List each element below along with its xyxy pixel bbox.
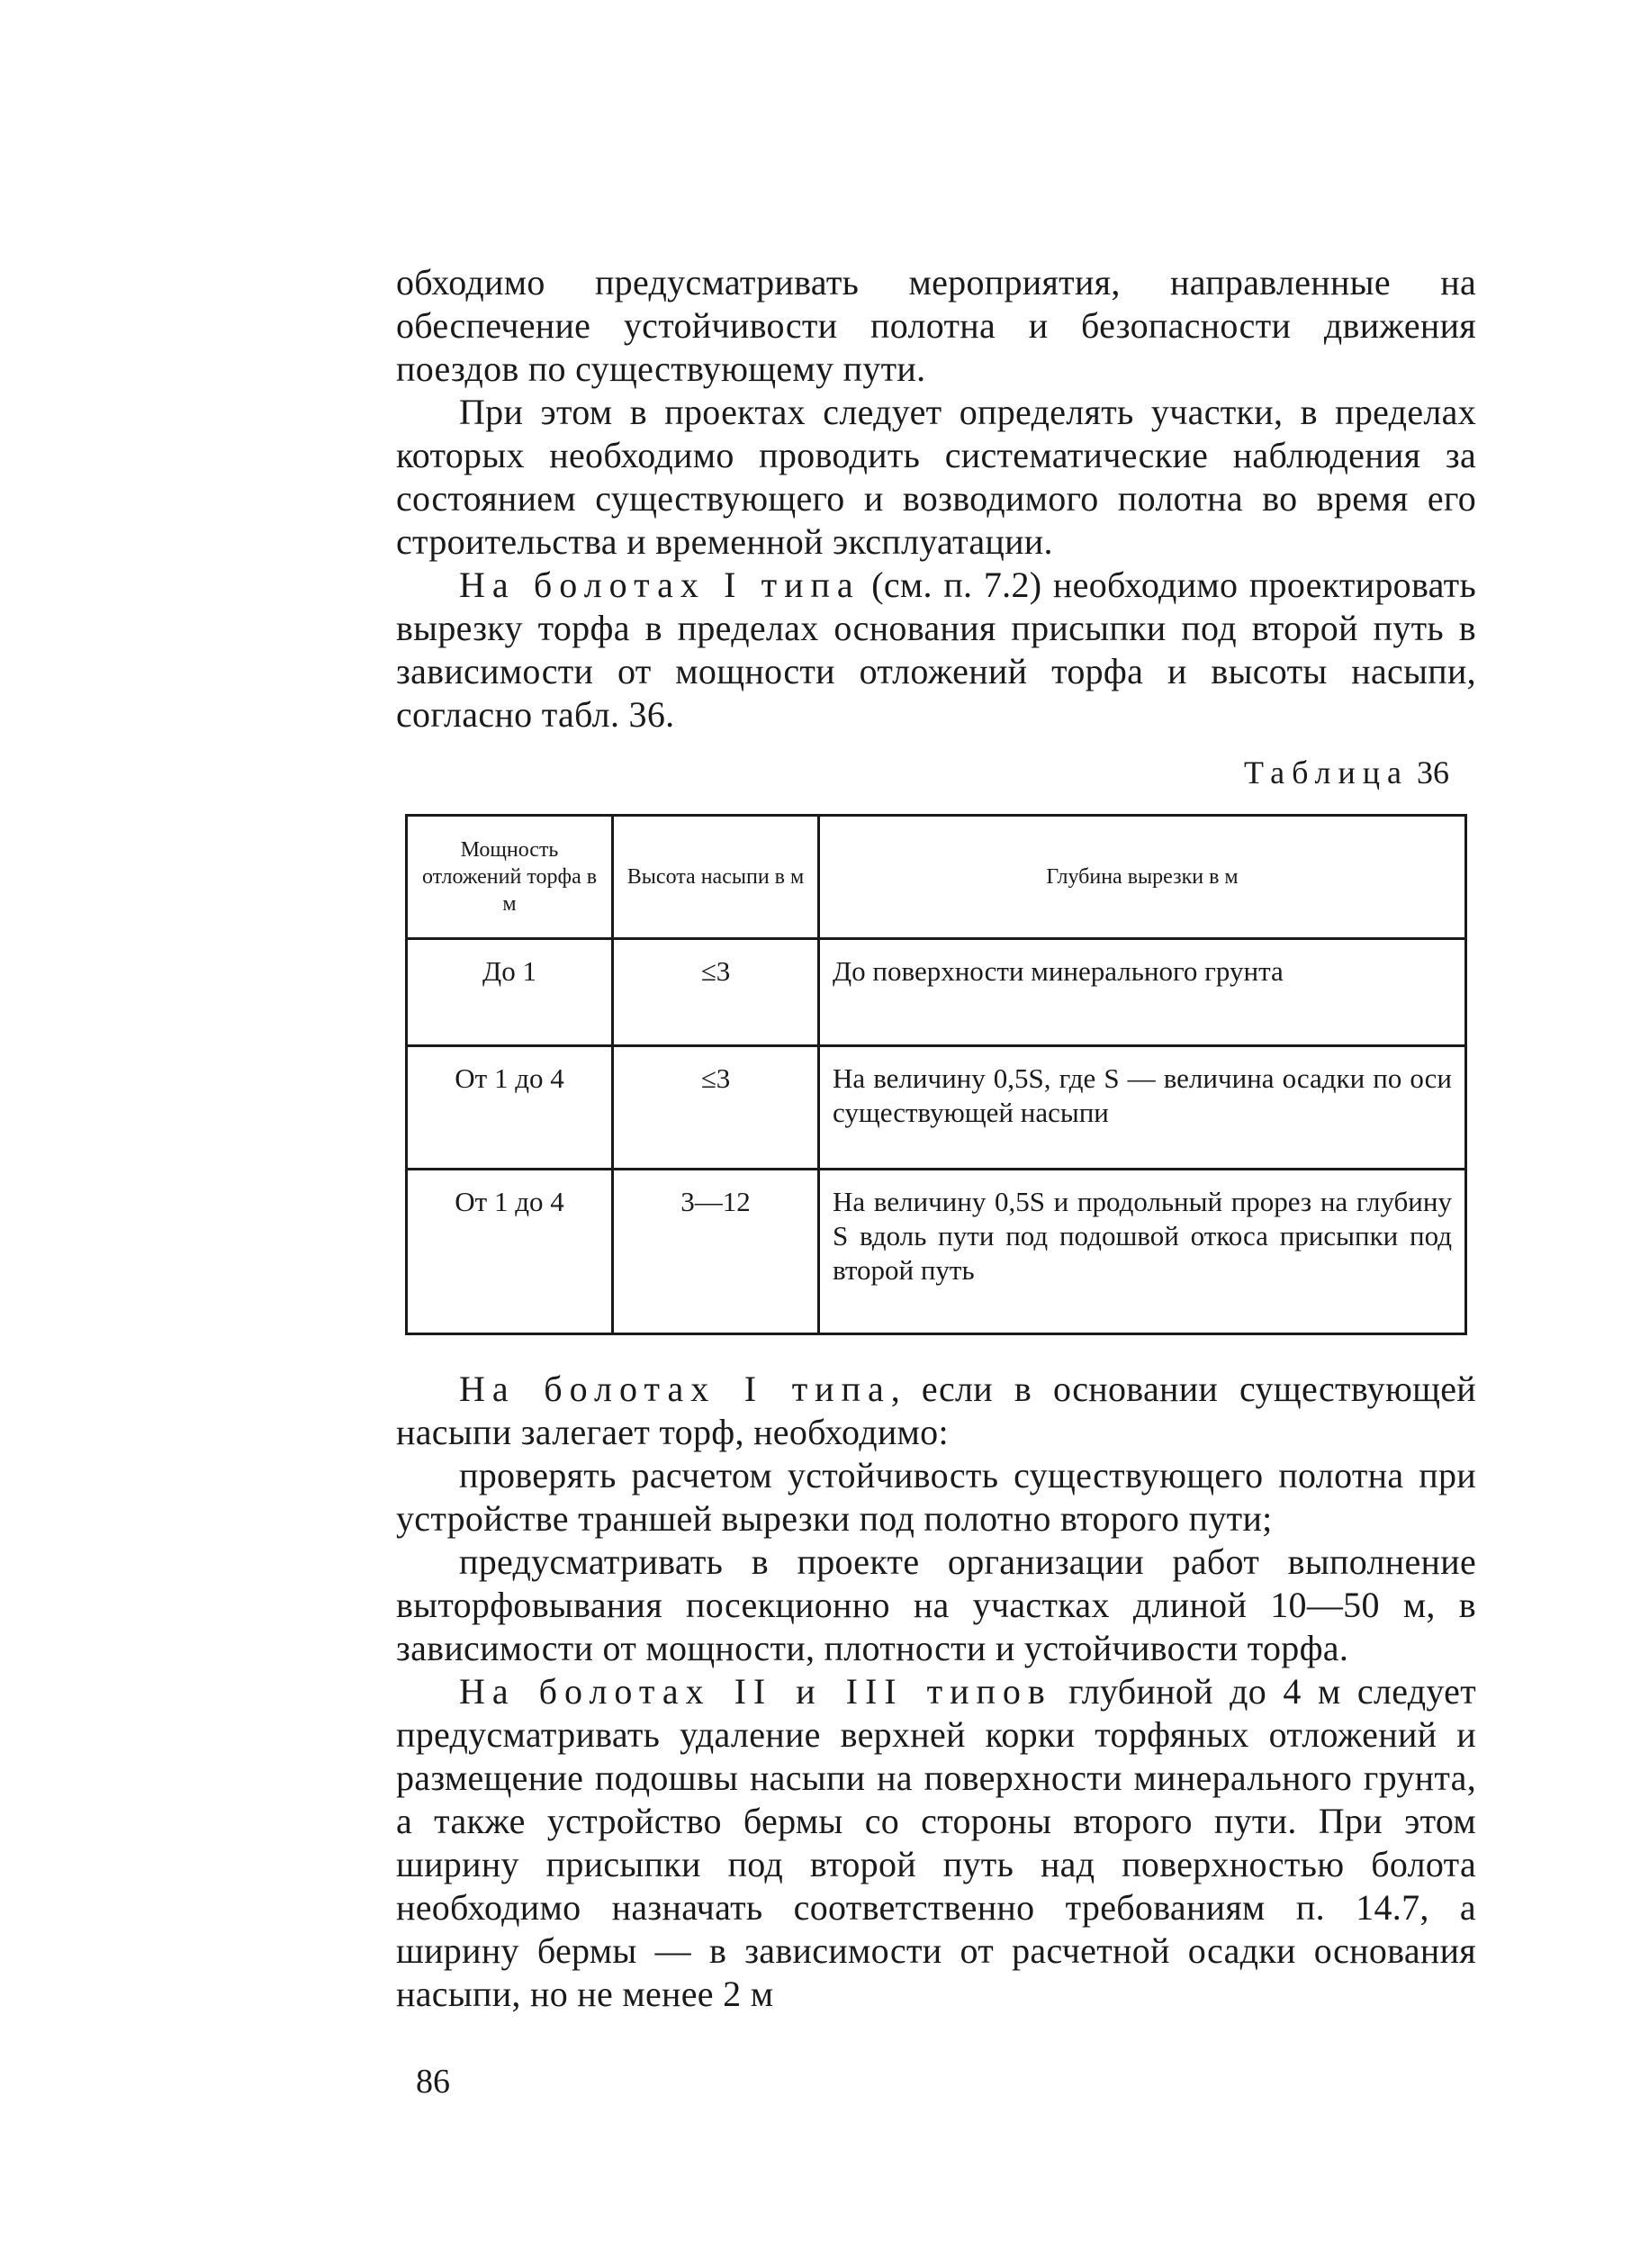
table-caption-word: Таблица bbox=[1244, 754, 1409, 791]
paragraph-6-text: предусматривать в проекте организации работ выполнение выторфовывания посекционно на участках длиной 10—50 м, в зависимости от мощности, плотности и устойчивости торфа. bbox=[396, 1541, 1476, 1668]
text-after-table bbox=[396, 1368, 1476, 2016]
paragraph-2-text: При этом в проектах следует определять участки, в пределах которых необходимо проводить систематические наблюдения за состоянием существующего и возводимого полотна во время его строительства и временной эксплуатации. bbox=[396, 392, 1476, 562]
table-row bbox=[407, 1046, 1466, 1170]
table-cell: От 1 до 4 bbox=[407, 1046, 613, 1170]
paragraph-2 bbox=[396, 391, 1476, 564]
paragraph-7-text: глубиной до 4 м следует предусматривать удаление верхней корки торфяных отложений и размещение подошвы насыпи на поверхности минерального грунта, а также устройство бермы со стороны второго пути. При этом ширину присыпки под второй путь над поверхностью болота необходимо назначать соответственно требованиям п. 14.7, а ширину бермы — в зависимости от расчетной осадки основания насыпи, но не менее 2 м bbox=[396, 1671, 1476, 2014]
table-cell: На величину 0,5S, где S — величина осадки по оси существующей насыпи bbox=[819, 1046, 1466, 1170]
paragraph-7 bbox=[396, 1670, 1476, 2016]
paragraph-4-text: , если в основании существующей насыпи залегает торф, необходимо: bbox=[396, 1369, 1477, 1452]
page-number: 86 bbox=[416, 2063, 450, 2101]
table-cell: От 1 до 4 bbox=[407, 1170, 613, 1334]
paragraph-1 bbox=[396, 261, 1476, 391]
paragraph-4-lead: На болотах I типа bbox=[459, 1369, 891, 1409]
header-embankment-height: Высота насыпи в м bbox=[613, 816, 819, 939]
table-cell: До 1 bbox=[407, 939, 613, 1046]
peat-excavation-table bbox=[405, 814, 1467, 1335]
table-row bbox=[407, 939, 1466, 1046]
paragraph-5 bbox=[396, 1454, 1476, 1541]
table-caption bbox=[396, 753, 1476, 792]
table-cell: До поверхности минерального грунта bbox=[819, 939, 1466, 1046]
table-caption-number: 36 bbox=[1417, 754, 1449, 791]
header-excavation-depth: Глубина вырезки в м bbox=[819, 816, 1466, 939]
table-cell: 3—12 bbox=[613, 1170, 819, 1334]
table-cell: ≤3 bbox=[613, 1046, 819, 1170]
paragraph-4 bbox=[396, 1368, 1476, 1454]
header-peat-thickness: Мощность отложений торфа в м bbox=[407, 816, 613, 939]
paragraph-6 bbox=[396, 1541, 1476, 1670]
paragraph-3-lead: На болотах I типа bbox=[459, 565, 861, 605]
paragraph-3-text: (см. п. 7.2) необходимо проектировать вырезку торфа в пределах основания присыпки под второй путь в зависимости от мощности отложений торфа и высоты насыпи, согласно табл. 36. bbox=[396, 565, 1476, 735]
page-content bbox=[396, 261, 1476, 2016]
table-header-row bbox=[407, 816, 1466, 939]
paragraph-7-lead: На болотах II и III типов bbox=[459, 1671, 1052, 1712]
table-cell: На величину 0,5S и продольный прорез на глубину S вдоль пути под подошвой откоса присыпки под второй путь bbox=[819, 1170, 1466, 1334]
paragraph-5-text: проверять расчетом устойчивость существующего полотна при устройстве траншей вырезки под полотно второго пути; bbox=[396, 1455, 1476, 1539]
paragraph-3 bbox=[396, 564, 1476, 736]
table-cell: ≤3 bbox=[613, 939, 819, 1046]
paragraph-1-text: обходимо предусматривать мероприятия, направленные на обеспечение устойчивости полотна и безопасности движения поездов по существующему пути. bbox=[396, 262, 1476, 389]
table-row bbox=[407, 1170, 1466, 1334]
